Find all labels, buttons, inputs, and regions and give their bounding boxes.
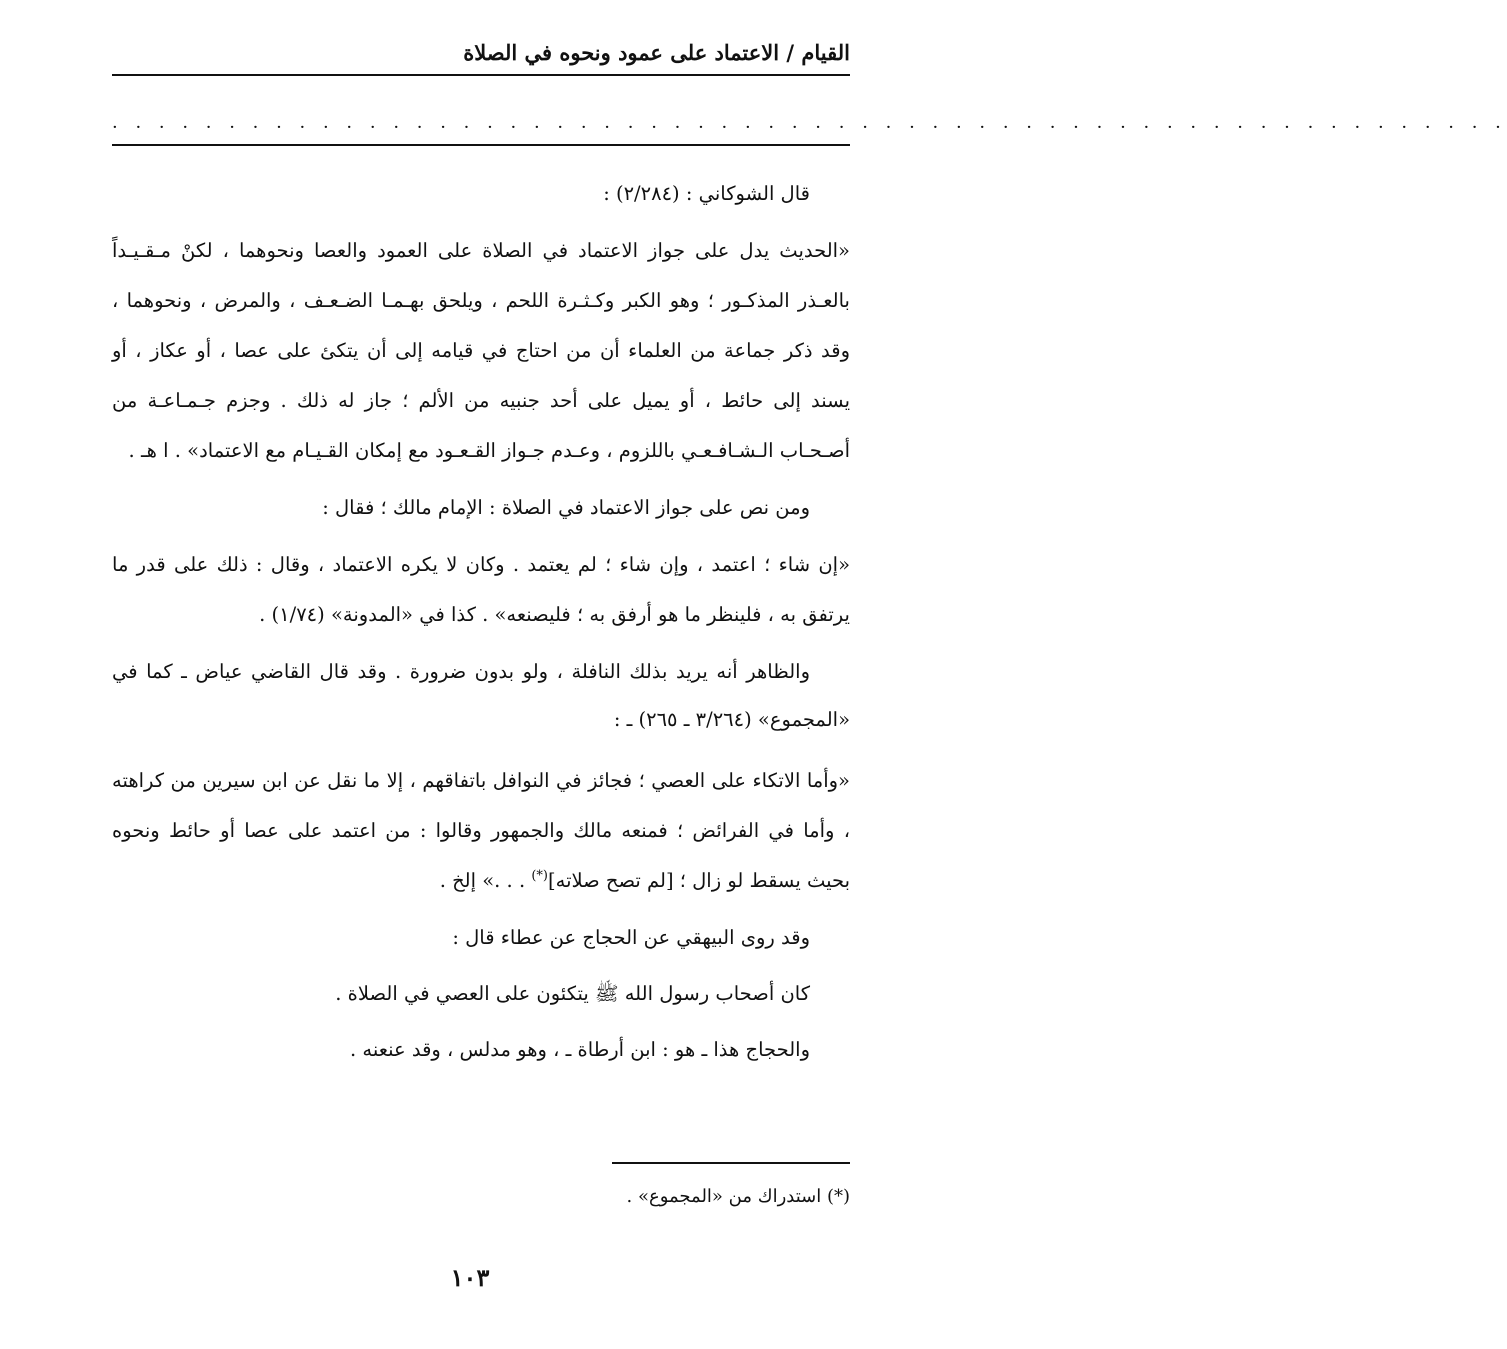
paragraph-bayhaqi-intro: وقد روى البيهقي عن الحجاج عن عطاء قال : [452, 926, 810, 949]
iyad-quote-ending: . . .» إلخ . [439, 869, 532, 892]
paragraph-malik-quote: «إن شاء ؛ اعتمد ، وإن شاء ؛ لم يعتمد . وكان لا يكره الاعتماد ، وقال : ذلك على قدر ما يرتفق به ، فلينظر ما هو أرفق به ؛ فليصنعه» . كذا في «المدونة» (١/٧٤) . [112, 553, 850, 626]
paragraph-malik-intro: ومن نص على جواز الاعتماد في الصلاة : الإمام مالك ؛ فقال : [322, 496, 810, 519]
header-rule [112, 74, 850, 76]
paragraph-iyad-intro: والظاهر أنه يريد بذلك النافلة ، ولو بدون ضرورة . وقد قال القاضي عياض ـ كما في «المجموع» (٣/٢٦٤ ـ ٢٦٥) ـ : [112, 660, 850, 731]
paragraph-hadith-text: كان أصحاب رسول الله ﷺ يتكئون على العصي في الصلاة . [335, 982, 810, 1005]
paragraph-hajjaj-note: والحجاج هذا ـ هو : ابن أرطاة ـ ، وهو مدلس ، وقد عنعنه . [349, 1038, 810, 1061]
body-text [112, 170, 850, 1074]
dotted-separator: · · · · · · · · · · · · · · · · · · · · · · · · · · · · · · · · · · · · · · · · · · · · · · · · · · · · · · · · · · · · [112, 117, 1507, 138]
footnote: (*) استدراك من «المجموع» . [626, 1186, 850, 1207]
footnote-marker: (*) [531, 868, 549, 884]
paragraph-iyad-quote [112, 756, 850, 906]
separator-rule [112, 144, 850, 146]
paragraph-shawkani-citation: قال الشوكاني : (٢/٢٨٤) : [603, 182, 810, 205]
page-number: ١٠٣ [450, 1263, 490, 1292]
running-header: القيام / الاعتماد على عمود ونحوه في الصلاة [463, 40, 850, 65]
paragraph-shawkani-quote: «الحديث يدل على جواز الاعتماد في الصلاة على العمود والعصا ونحوهما ، لكنْ مـقـيـداً بالعـذر المذكـور ؛ وهو الكبر وكـثـرة اللحم ، ويلحق بهـمـا الضـعـف ، والمرض ، ونحوهما ، وقد ذكر جماعة من العلماء أن من احتاج في قيامه إلى أن يتكئ على عصا ، أو عكاز ، أو يسند إلى حائط ، أو يميل على أحد جنبيه من الألم ؛ جاز له ذلك . وجزم جـمـاعـة من أصـحـاب الـشـافـعـي باللزوم ، وعـدم جـواز القـعـود مع إمكان القـيـام مع الاعتماد» . ا هـ . [112, 239, 850, 462]
footnote-rule [612, 1162, 850, 1164]
iyad-quote-text: «وأما الاتكاء على العصي ؛ فجائز في النوافل باتفاقهم ، إلا ما نقل عن ابن سيرين من كراهته ، وأما في الفرائض ؛ فمنعه مالك والجمهور وقالوا : من اعتمد على عصا أو حائط ونحوه بحيث يسقط لو زال ؛ [لم تصح صلاته] [112, 769, 850, 892]
